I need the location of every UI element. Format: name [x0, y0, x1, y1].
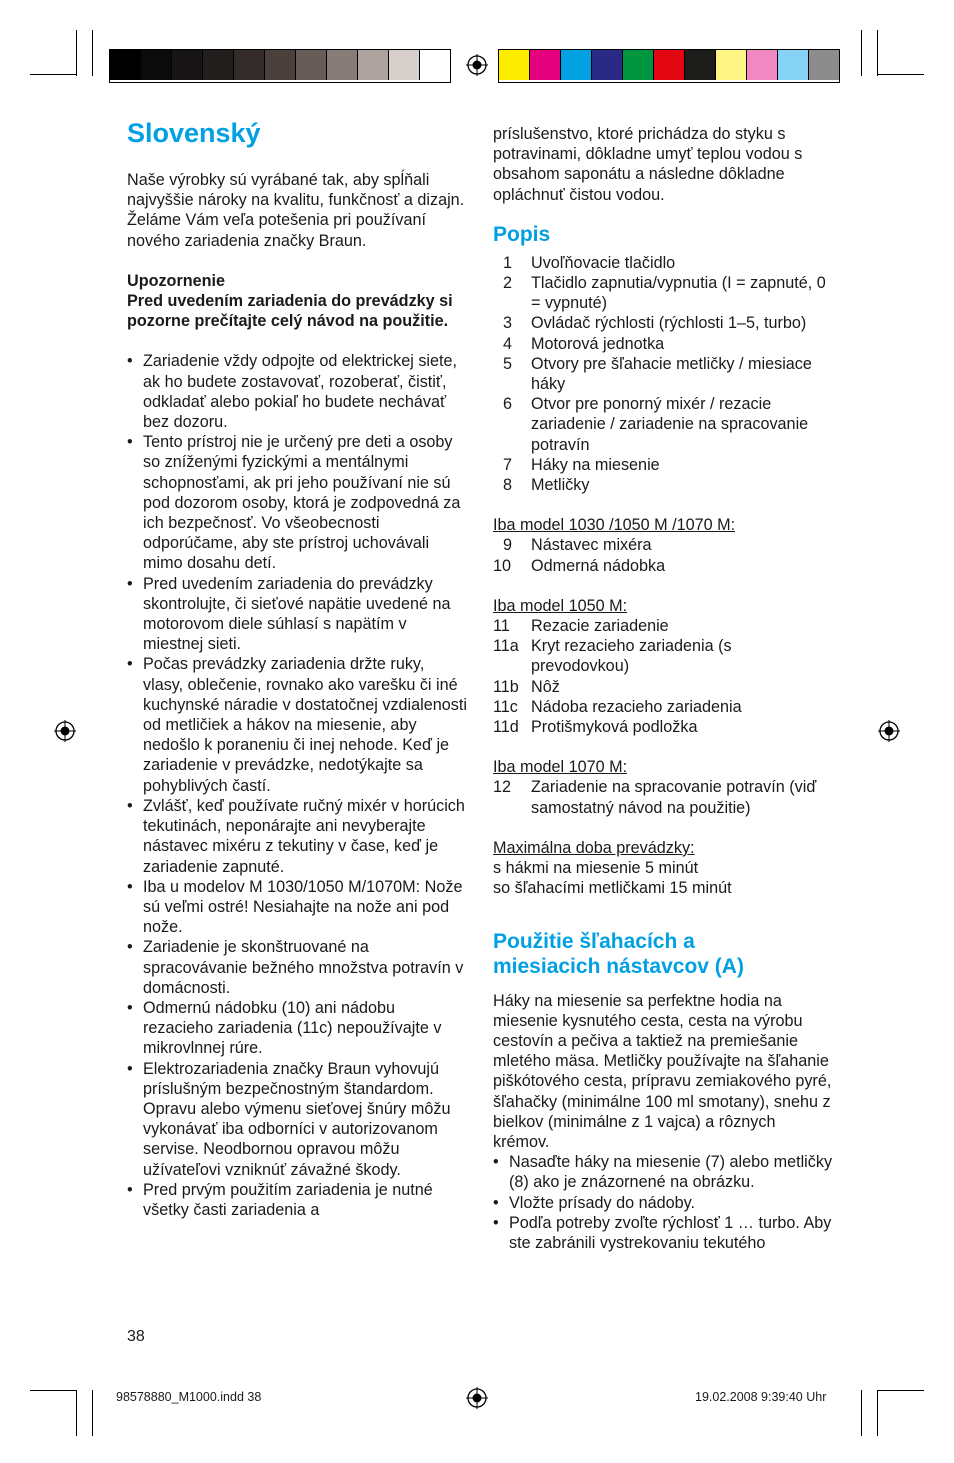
- color-swatch: [592, 50, 623, 80]
- continuation-paragraph: príslušenstvo, ktoré prichádza do styku s potravinami, dôkladne umyť teplou vodou s obsahom saponátu a následne dôkladne opláchnuť čistou vodou.: [493, 125, 803, 204]
- list-item: 6 Otvor pre ponorný mixér / rezacie zariadenie / zariadenie na spracovanie potravín: [503, 395, 809, 454]
- registration-mark-top-icon: [466, 54, 488, 76]
- color-swatch: [809, 50, 839, 80]
- color-swatch: [716, 50, 747, 80]
- color-swatch: [327, 50, 358, 80]
- list-item: • Podľa potreby zvoľte rýchlosť 1 … turbo. Aby ste zabránili vystrekovaniu tekutého: [493, 1213, 833, 1253]
- usage-paragraph: Háky na miesenie sa perfektne hodia na miesenie kysnutého cesta, cesta na výrobu cestovín a pečiva a taktiež na premiešanie mletého mäsa. Metličky používajte na šľahanie piškótového cesta, prípravu zemiakového pyré, šľahačky (minimálne 100 ml smotany), snehu z bielkov (minimálne z 1 vajca) a rôznych krémov.: [493, 991, 832, 1151]
- max-duration-line: so šľahacími metličkami 15 minút: [493, 879, 732, 898]
- color-swatch: [265, 50, 296, 80]
- color-swatch: [778, 50, 809, 80]
- registration-mark-right-icon: [878, 720, 900, 742]
- list-item: • Vložte prísady do nádoby.: [493, 1193, 833, 1213]
- list-item: • Zariadenie je skonštruované na spracovávanie bežného množstva potravín v domácnosti.: [127, 937, 467, 998]
- registration-mark-left-icon: [54, 720, 76, 742]
- color-bar-right: [498, 49, 840, 83]
- color-swatch: [654, 50, 685, 80]
- color-swatch: [172, 50, 203, 80]
- list-item: • Zvlášť, keď používate ručný mixér v horúcich tekutinách, neponárajte ani nevyberajte nástavec mixéru z tekutiny v čase, keď je zariadenie zapnuté.: [127, 796, 467, 877]
- registration-mark-bottom-icon: [466, 1387, 488, 1409]
- list-item: • Odmernú nádobku (10) ani nádobu rezacieho zariadenia (11c) nepoužívajte v mikrovlnnej rúre.: [127, 998, 467, 1059]
- model1-heading: Iba model 1030 /1050 M /1070 M:: [493, 516, 736, 535]
- list-item: 4 Motorová jednotka: [503, 334, 665, 353]
- page-title: Slovenský: [127, 118, 261, 148]
- max-duration-heading: Maximálna doba prevádzky:: [493, 838, 695, 857]
- color-swatch: [530, 50, 561, 80]
- color-swatch: [141, 50, 172, 80]
- color-swatch: [203, 50, 234, 80]
- list-item: 11b Nôž: [493, 677, 560, 696]
- list-item: 10 Odmerná nádobka: [493, 556, 666, 575]
- right-column: [493, 124, 833, 1253]
- color-bar-left: [109, 49, 451, 83]
- safety-list: [127, 351, 467, 1220]
- popis-list: [493, 253, 833, 495]
- list-item: • Pred uvedením zariadenia do prevádzky skontrolujte, či sieťové napätie uvedené na motorovom diele súhlasí s napätím v miestnej sieti.: [127, 574, 467, 655]
- list-item: 5 Otvory pre šľahacie metličky / miesiace háky: [503, 354, 812, 394]
- list-item: • Tento prístroj nie je určený pre deti a osoby so zníženými fyzickými a mentálnymi schopnosťami, ak pri jeho používaní nie sú pod dozorom osoby, ktorá je zodpovedná za ich bezpečnosť. Vo všeobecnosti odporúčame, aby ste prístroj uchovávali mimo dosahu detí.: [127, 432, 467, 573]
- model3-heading: Iba model 1070 M:: [493, 758, 628, 777]
- list-item: 11d Protišmyková podložka: [493, 718, 698, 737]
- footer-date: 19.02.2008 9:39:40 Uhr: [695, 1390, 827, 1404]
- list-item: 8 Metličky: [503, 476, 590, 495]
- warning-text: Pred uvedením zariadenia do prevádzky si pozorne prečítajte celý návod na použitie.: [127, 292, 453, 331]
- list-item: • Iba u modelov M 1030/1050 M/1070M: Nože sú veľmi ostré! Nesiahajte na nože ani pod nože.: [127, 877, 467, 938]
- color-swatch: [561, 50, 592, 80]
- popis-heading: Popis: [493, 222, 551, 246]
- usage-heading: Použitie šľahacích a miesiacich nástavcov (A): [493, 929, 744, 978]
- color-swatch: [747, 50, 778, 80]
- color-swatch: [685, 50, 716, 80]
- color-swatch: [499, 50, 530, 80]
- list-item: 1 Uvoľňovacie tlačidlo: [503, 253, 676, 272]
- model2-heading: Iba model 1050 M:: [493, 596, 628, 615]
- list-item: 11a Kryt rezacieho zariadenia (s prevodovkou): [493, 637, 732, 676]
- list-item: 7 Háky na miesenie: [503, 455, 660, 474]
- max-duration-line: s hákmi na miesenie 5 minút: [493, 859, 699, 878]
- color-swatch: [110, 50, 141, 80]
- list-item: • Nasaďte háky na miesenie (7) alebo metličky (8) ako je znázornené na obrázku.: [493, 1152, 833, 1192]
- color-swatch: [234, 50, 265, 80]
- list-item: • Zariadenie vždy odpojte od elektrickej siete, ak ho budete zostavovať, rozoberať, čistiť, odkladať alebo pokiaľ ho budete nechávať bez dozoru.: [127, 351, 467, 432]
- list-item: • Počas prevádzky zariadenia držte ruky, vlasy, oblečenie, rovnako ako varešku či iné kuchynské náradie v dostatočnej vzdialenosti od metličiek a hákov na miesenie, aby nedošlo k poraneniu či inej nehode. Keď je zariadenie v prevádzke, nedotýkajte sa pohyblivých častí.: [127, 654, 467, 795]
- color-swatch: [296, 50, 327, 80]
- color-swatch: [358, 50, 389, 80]
- page-number: 38: [127, 1328, 145, 1345]
- list-item: 11 Rezacie zariadenie: [493, 617, 669, 636]
- left-column: [127, 170, 467, 1220]
- color-swatch: [623, 50, 654, 80]
- intro-paragraph: Naše výrobky sú vyrábané tak, aby spĺňali najvyššie nároky na kvalitu, funkčnosť a dizajn. Želáme Vám veľa potešenia pri používaní nového zariadenia značky Braun.: [127, 171, 465, 250]
- list-item: • Elektrozariadenia značky Braun vyhovujú príslušným bezpečnostným štandardom. Opravu alebo výmenu sieťovej šnúry môžu vykonávať iba odborníci v autorizovanom servise. Neodbornou opravou môžu užívateľovi vzniknúť závažné škody.: [127, 1059, 467, 1180]
- color-swatch: [389, 50, 420, 80]
- usage-list: [493, 1152, 833, 1253]
- list-item: • Pred prvým použitím zariadenia je nutné všetky časti zariadenia a: [127, 1180, 467, 1220]
- footer-file: 98578880_M1000.indd 38: [116, 1390, 262, 1404]
- list-item: 2 Tlačidlo zapnutia/vypnutia (I = zapnuté, 0 = vypnuté): [503, 274, 826, 313]
- list-item: 11c Nádoba rezacieho zariadenia: [493, 697, 742, 716]
- list-item: 3 Ovládač rýchlosti (rýchlosti 1–5, turbo): [503, 314, 807, 333]
- color-swatch: [420, 50, 450, 80]
- list-item: 12 Zariadenie na spracovanie potravín (viď samostatný návod na použitie): [493, 778, 817, 817]
- list-item: 9 Nástavec mixéra: [503, 536, 652, 555]
- warning-heading: Upozornenie: [127, 271, 226, 290]
